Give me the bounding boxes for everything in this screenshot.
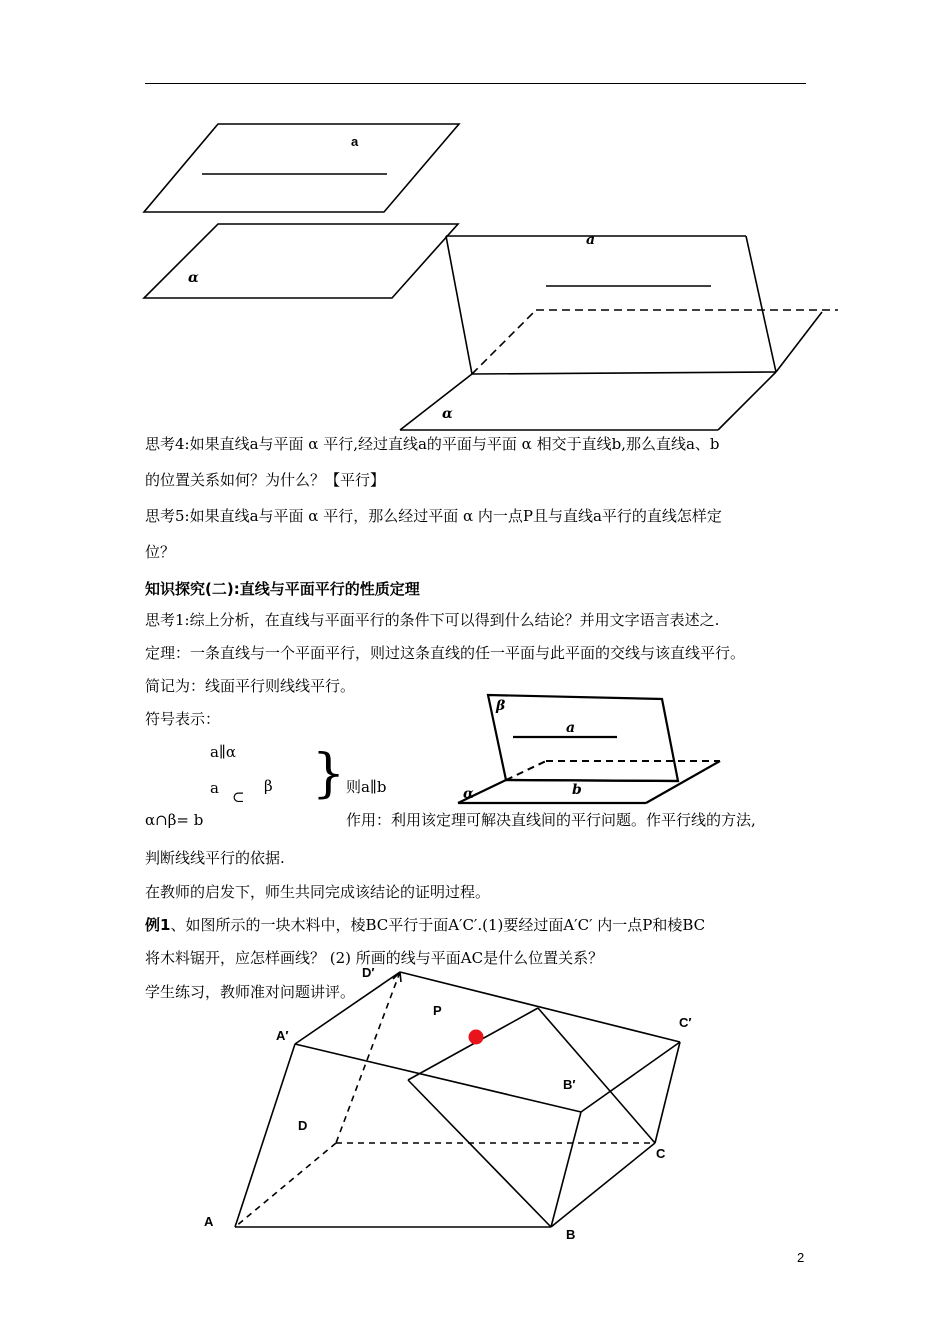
symbol-conclusion: 则a∥b: [346, 778, 387, 796]
theorem-text: 定理：一条直线与一个平面平行，则过这条直线的任一平面与此平面的交线与该直线平行。: [145, 644, 746, 662]
header-rule: [145, 83, 806, 84]
fig4-label-d-prime: D′: [362, 965, 375, 980]
think5-line2: 位？: [145, 543, 176, 561]
lower-plane-alpha: [144, 224, 458, 298]
symbol-brace: }: [312, 744, 346, 804]
fig4-label-b-prime: B′: [563, 1077, 576, 1092]
fig4-label-a-prime: A′: [276, 1028, 289, 1043]
fig4-label-d: D: [298, 1118, 308, 1133]
symbol-cond1: a∥α: [210, 743, 237, 761]
fig3-label-a: a: [566, 720, 576, 736]
example-line1-text: 、如图所示的一块木料中，棱BC平行于面A′C′.(1)要经过面A′C′ 内一点P和棱BC: [170, 916, 706, 934]
think1-text: 思考1:综上分析，在直线与平面平行的条件下可以得到什么结论？并用文字语言表述之.: [145, 611, 720, 629]
symbol-cond2-right: β: [264, 777, 273, 795]
think4-line2: 的位置关系如何？为什么？【平行】: [145, 471, 386, 489]
section-heading: 知识探究(二):直线与平面平行的性质定理: [145, 580, 420, 598]
teacher-note: 在教师的启发下，师生共同完成该结论的证明过程。: [145, 883, 491, 901]
fig3-line-b: [506, 780, 678, 781]
example-line2: 将木料锯开，应怎样画线？ (2) 所画的线与平面AC是什么位置关系？: [145, 949, 604, 967]
symbol-cond3: α∩β= b: [145, 811, 204, 829]
fig4-label-a: A: [204, 1214, 214, 1229]
think4-line1: 思考4:如果直线a与平面 α 平行,经过直线a的平面与平面 α 相交于直线b,那么直线a、b: [145, 435, 720, 453]
fig1-label-a: a: [351, 134, 359, 149]
fig2-label-alpha: α: [442, 406, 453, 422]
symbol-intro: 符号表示：: [145, 710, 221, 728]
fig3-label-b: b: [572, 782, 582, 798]
fig4-label-b: B: [566, 1227, 576, 1242]
fig3-label-alpha: α: [463, 786, 474, 802]
think5-line1: 思考5:如果直线a与平面 α 平行，那么经过平面 α 内一点P且与直线a平行的直线怎样定: [145, 507, 722, 525]
example-label: 例1: [145, 916, 171, 934]
upper-plane: [144, 124, 459, 212]
fig3-label-beta: β: [496, 698, 506, 714]
fig4-label-p: P: [433, 1003, 442, 1018]
fig4-label-c: C: [656, 1146, 666, 1161]
summary-text: 简记为：线面平行则线线平行。: [145, 677, 356, 695]
symbol-cond2-left: a: [210, 779, 219, 797]
symbol-subset: ⊂: [232, 788, 245, 806]
fig1-label-alpha: α: [188, 270, 199, 286]
point-p-marker: [469, 1030, 484, 1045]
usage-line1: 作用：利用该定理可解决直线间的平行问题。作平行线的方法,: [346, 811, 756, 829]
page-number: 2: [797, 1250, 805, 1265]
usage-line2: 判断线线平行的依据.: [145, 849, 285, 867]
fig2-label-a: a: [586, 232, 596, 248]
fig4-label-c-prime: C′: [679, 1015, 692, 1030]
example-line1: [145, 915, 705, 935]
student-note: 学生练习，教师准对问题讲评。: [145, 983, 356, 1001]
